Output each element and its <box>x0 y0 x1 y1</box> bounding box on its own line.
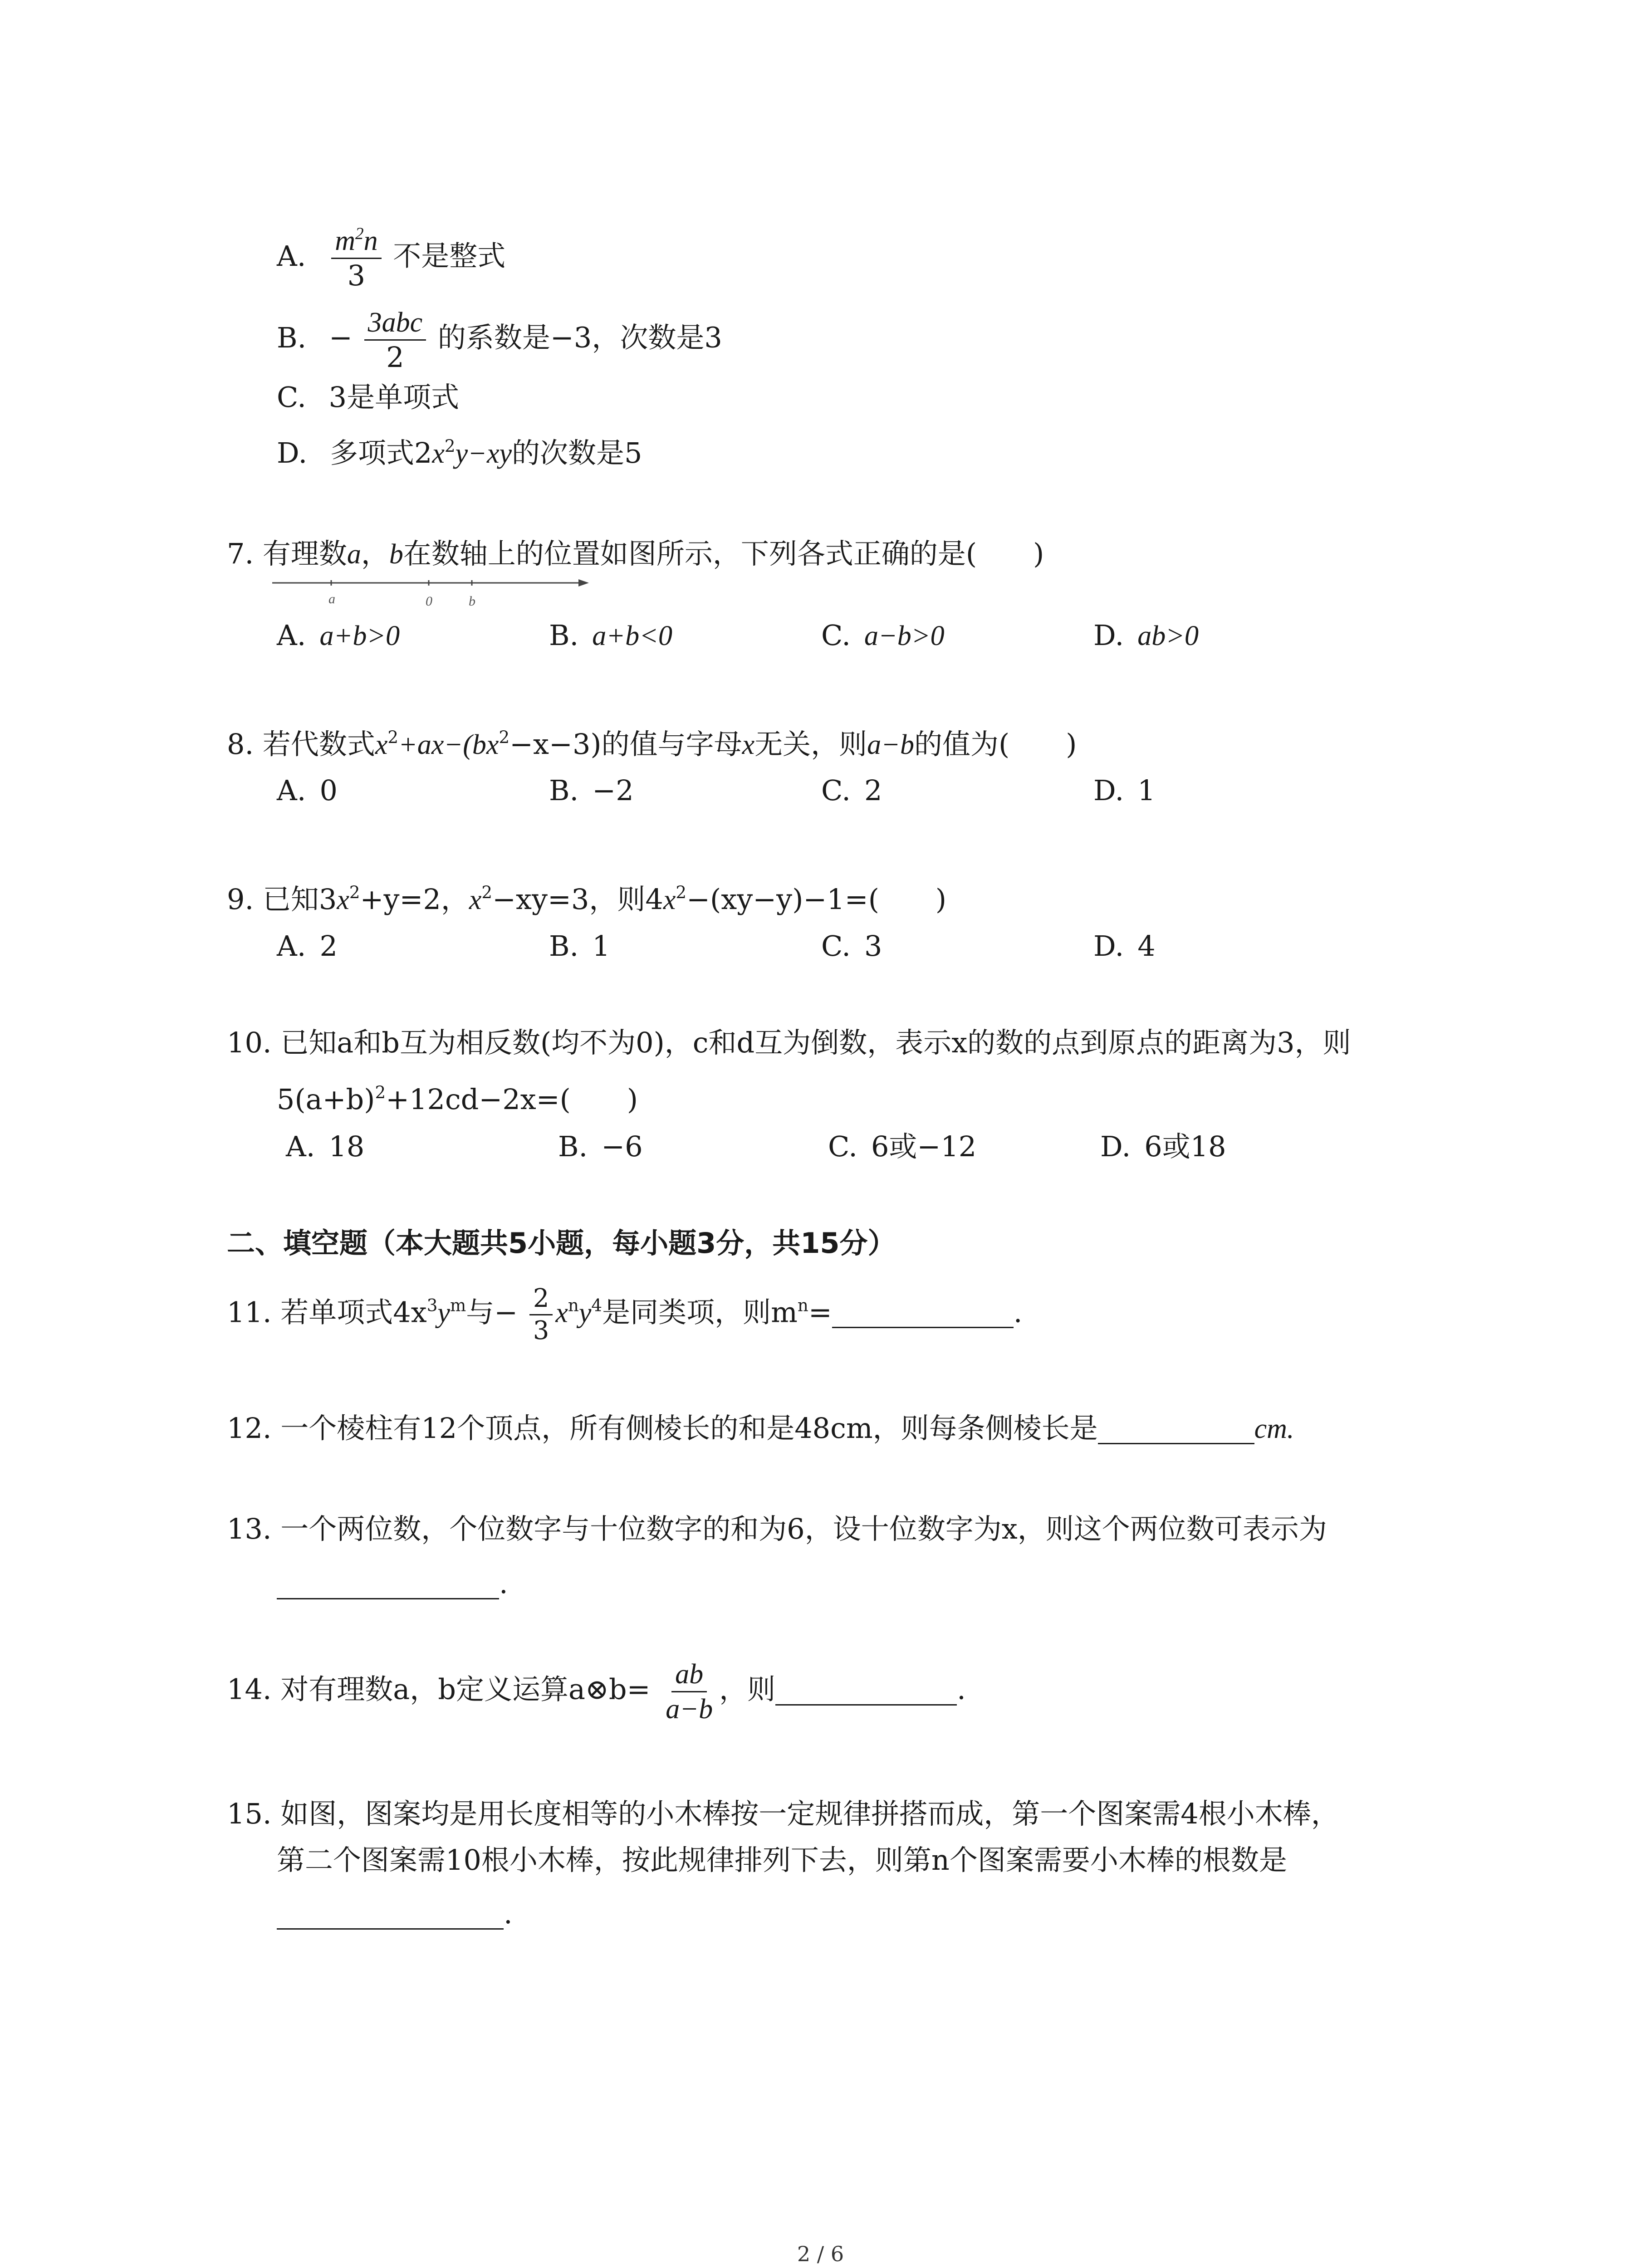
q10-option-a: A. 18 <box>286 1130 365 1163</box>
q7-option-a: A. a+b>0 <box>277 619 400 652</box>
section-heading: 二、填空题（本大题共5小题，每小题3分，共15分） <box>227 1227 896 1260</box>
fraction: $\frac{2}{3}$ <box>529 1286 553 1344</box>
page-number: 2 / 6 <box>797 2242 844 2266</box>
q8-option-a: A. 0 <box>277 774 338 807</box>
q7-option-b: B. a+b<0 <box>549 619 672 652</box>
q7-option-d: D. ab>0 <box>1093 619 1199 652</box>
q15-line3: . <box>277 1900 513 1930</box>
numline-label-zero: 0 <box>426 594 432 609</box>
q9-option-a: A. 2 <box>277 929 338 963</box>
q13-line2: . <box>277 1569 508 1599</box>
fraction: $\frac{m^2n}{3}$ <box>331 227 381 290</box>
q9-option-c: C. 3 <box>821 929 882 963</box>
q9-option-b: B. 1 <box>549 929 610 963</box>
option-text: 的系数是−3，次数是3 <box>437 321 722 354</box>
fraction: $\frac{\text{3abc}}{2}$ <box>364 308 426 371</box>
option-text: 不是整式 <box>393 239 506 273</box>
q14: 14. 对有理数a，b定义运算a⊗b= $\frac{ab}{a-b}$ ，则 . <box>227 1659 966 1725</box>
q12: 12. 一个棱柱有12个顶点，所有侧棱长的和是48cm，则每条侧棱长是 cm. <box>227 1412 1294 1445</box>
q6-option-a <box>277 224 506 292</box>
q6-option-b: B. − $\frac{\text{3abc}}{2}$ 的系数是−3，次数是3 <box>277 307 722 374</box>
answer-blank[interactable] <box>775 1677 957 1706</box>
option-label: D. <box>277 436 308 469</box>
q9-option-d: D. 4 <box>1093 929 1156 963</box>
option-text: 3是单项式 <box>328 381 460 414</box>
q7-stem: 7. 有理数a，b在数轴上的位置如图所示，下列各式正确的是( ) <box>227 537 1044 570</box>
answer-blank[interactable] <box>1098 1416 1254 1444</box>
q6-option-d: D. 多项式$2x^2y-xy$的次数是5 <box>277 435 642 469</box>
answer-blank[interactable] <box>277 1901 504 1930</box>
answer-blank[interactable] <box>832 1300 1014 1328</box>
q6-option-c <box>277 381 460 414</box>
q10-stem-line2: $5(a+b)^2+12cd-2x=$( ) <box>277 1082 638 1116</box>
option-label: A. <box>277 239 306 273</box>
q8-option-b: B. −2 <box>549 774 634 807</box>
q11: 11. 若单项式$4x^3y^m$与− $\frac{2}{3}$ $x^ny^4$是同类项，则$m^n=$ . <box>227 1284 1023 1345</box>
option-label: B. <box>277 321 307 354</box>
q15-line1: 15. 如图，图案均是用长度相等的小木棒按一定规律拼搭而成，第一个图案需4根小木棒， <box>227 1797 1339 1830</box>
number-line <box>272 569 590 610</box>
option-label: C. <box>277 381 306 414</box>
q7-option-c: C. a−b>0 <box>821 619 945 652</box>
q8-option-d: D. 1 <box>1093 774 1156 807</box>
numline-label-a: a <box>328 591 335 606</box>
q15-line2: 第二个图案需10根小木棒，按此规律排列下去，则第n个图案需要小木棒的根数是 <box>277 1843 1287 1877</box>
q13-line1: 13. 一个两位数，个位数字与十位数字的和为6，设十位数字为x，则这个两位数可表示为 <box>227 1512 1327 1545</box>
q10-option-d: D. 6或18 <box>1100 1130 1226 1163</box>
q8-option-c: C. 2 <box>821 774 882 807</box>
q10-option-b: B. −6 <box>558 1130 643 1163</box>
q8-stem: 8. 若代数式$x^2+ax-(bx^2-x-3)$的值与字母x无关，则a−b的值为( ) <box>227 727 1077 761</box>
fraction: $\frac{ab}{a-b}$ <box>666 1659 713 1725</box>
numline-label-b: b <box>469 594 475 609</box>
q9-stem: 9. 已知$3x^2+y=2$，$x^2-xy=3$，则$4x^2-(xy-y)-1=$( ) <box>227 882 947 916</box>
q10-option-c: C. 6或−12 <box>828 1130 977 1163</box>
q10-stem-line1: 10. 已知a和b互为相反数(均不为0)，c和d互为倒数，表示x的数的点到原点的距离为3，则 <box>227 1026 1351 1059</box>
answer-blank[interactable] <box>277 1571 499 1599</box>
